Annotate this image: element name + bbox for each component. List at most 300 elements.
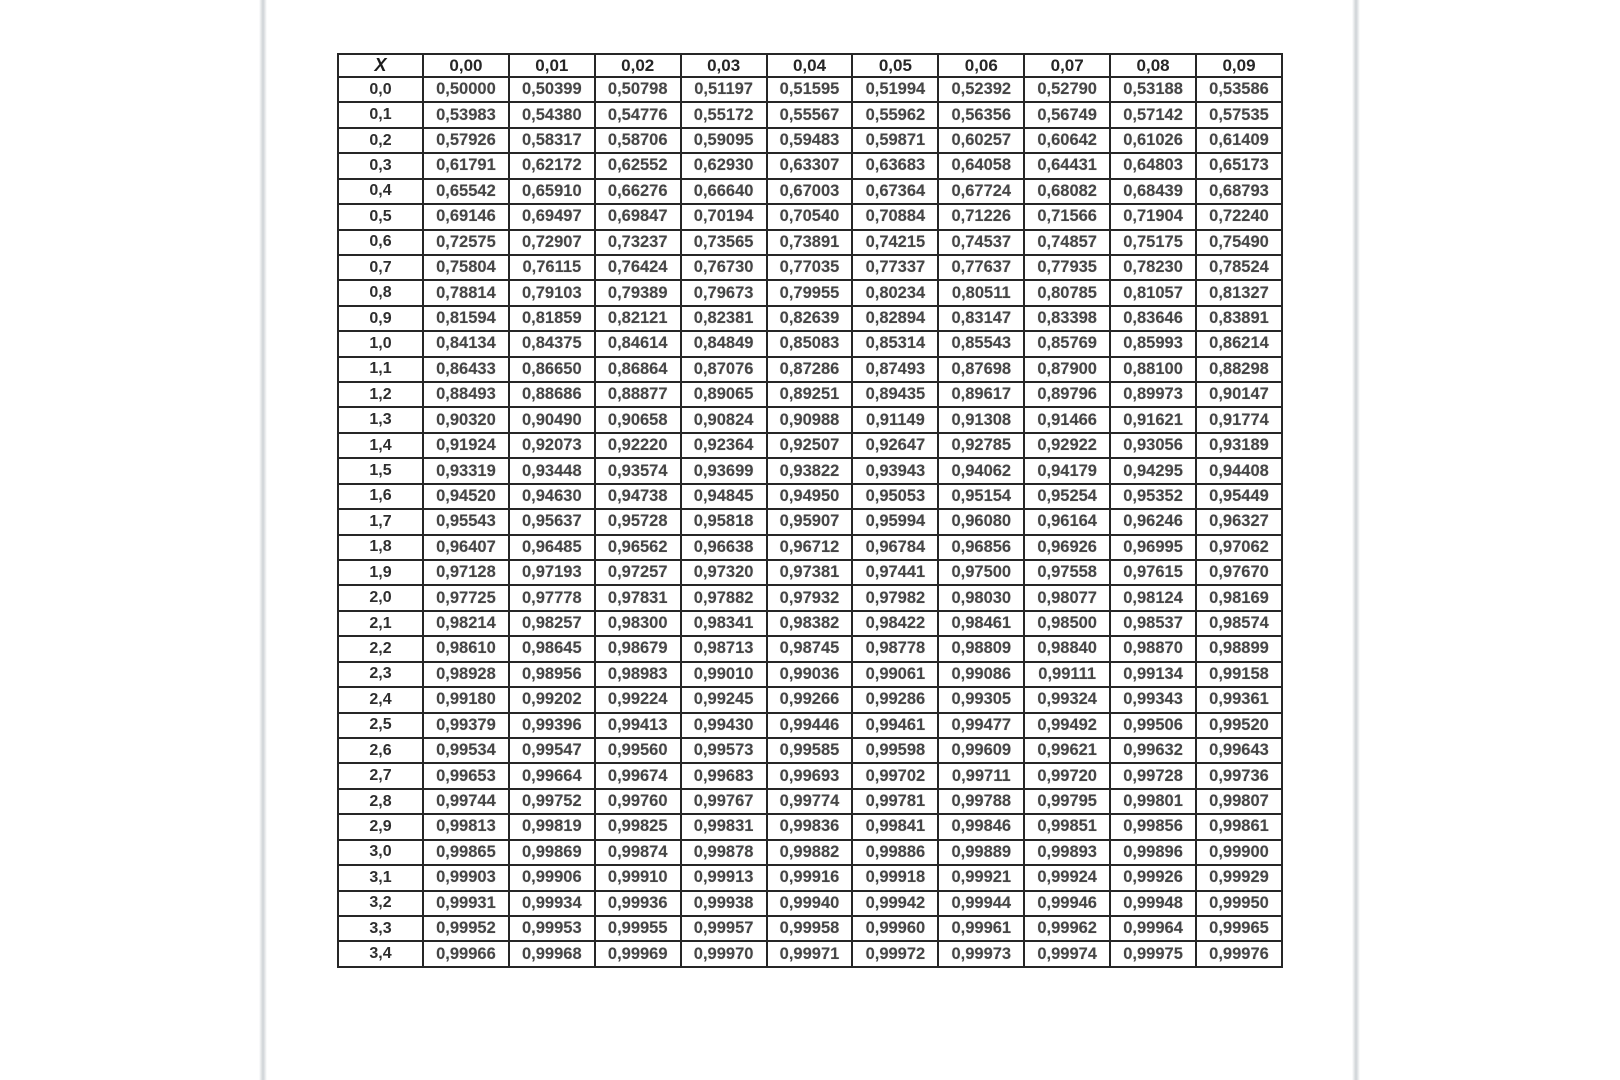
value-cell: 0,99918 [852, 865, 938, 890]
table-row [338, 916, 1282, 941]
value-cell: 0,89435 [852, 382, 938, 407]
value-cell: 0,99952 [423, 916, 509, 941]
value-cell: 0,95053 [852, 484, 938, 509]
value-cell: 0,98956 [509, 662, 595, 687]
header-row [338, 54, 1282, 77]
value-cell: 0,79389 [595, 280, 681, 305]
value-cell: 0,99906 [509, 865, 595, 890]
value-cell: 0,99924 [1024, 865, 1110, 890]
value-cell: 0,53188 [1110, 77, 1196, 102]
value-cell: 0,59483 [767, 128, 853, 153]
value-cell: 0,87286 [767, 357, 853, 382]
value-cell: 0,99893 [1024, 840, 1110, 865]
value-cell: 0,99958 [767, 916, 853, 941]
value-cell: 0,99286 [852, 687, 938, 712]
table-row [338, 357, 1282, 382]
value-cell: 0,99664 [509, 763, 595, 788]
value-cell: 0,59095 [681, 128, 767, 153]
value-cell: 0,97615 [1110, 560, 1196, 585]
value-cell: 0,99752 [509, 789, 595, 814]
row-header-2-7: 2,7 [338, 763, 423, 788]
value-cell: 0,92647 [852, 433, 938, 458]
value-cell: 0,99946 [1024, 891, 1110, 916]
row-header-1-6: 1,6 [338, 484, 423, 509]
value-cell: 0,87900 [1024, 357, 1110, 382]
value-cell: 0,99643 [1196, 738, 1282, 763]
value-cell: 0,89973 [1110, 382, 1196, 407]
value-cell: 0,50798 [595, 77, 681, 102]
row-header-1-8: 1,8 [338, 535, 423, 560]
value-cell: 0,81057 [1110, 280, 1196, 305]
value-cell: 0,71566 [1024, 204, 1110, 229]
value-cell: 0,99788 [938, 789, 1024, 814]
value-cell: 0,81859 [509, 306, 595, 331]
value-cell: 0,99878 [681, 840, 767, 865]
value-cell: 0,99825 [595, 814, 681, 839]
value-cell: 0,57535 [1196, 102, 1282, 127]
value-cell: 0,97128 [423, 560, 509, 585]
value-cell: 0,96712 [767, 535, 853, 560]
row-header-0-5: 0,5 [338, 204, 423, 229]
value-cell: 0,99819 [509, 814, 595, 839]
value-cell: 0,67364 [852, 179, 938, 204]
value-cell: 0,99910 [595, 865, 681, 890]
table-row [338, 179, 1282, 204]
value-cell: 0,99702 [852, 763, 938, 788]
value-cell: 0,92507 [767, 433, 853, 458]
table-row [338, 713, 1282, 738]
value-cell: 0,57926 [423, 128, 509, 153]
value-cell: 0,95728 [595, 509, 681, 534]
value-cell: 0,51197 [681, 77, 767, 102]
table-row [338, 458, 1282, 483]
value-cell: 0,67003 [767, 179, 853, 204]
value-cell: 0,84375 [509, 331, 595, 356]
value-cell: 0,72575 [423, 230, 509, 255]
value-cell: 0,99953 [509, 916, 595, 941]
value-cell: 0,92073 [509, 433, 595, 458]
value-cell: 0,98257 [509, 611, 595, 636]
value-cell: 0,99795 [1024, 789, 1110, 814]
value-cell: 0,82121 [595, 306, 681, 331]
value-cell: 0,91924 [423, 433, 509, 458]
value-cell: 0,99903 [423, 865, 509, 890]
page-edge-shadow-right [1352, 0, 1360, 1080]
table-row [338, 941, 1282, 967]
value-cell: 0,93189 [1196, 433, 1282, 458]
value-cell: 0,98899 [1196, 636, 1282, 661]
value-cell: 0,66640 [681, 179, 767, 204]
row-header-0-2: 0,2 [338, 128, 423, 153]
value-cell: 0,78814 [423, 280, 509, 305]
value-cell: 0,60257 [938, 128, 1024, 153]
value-cell: 0,99598 [852, 738, 938, 763]
value-cell: 0,76424 [595, 255, 681, 280]
value-cell: 0,99942 [852, 891, 938, 916]
value-cell: 0,74537 [938, 230, 1024, 255]
value-cell: 0,99964 [1110, 916, 1196, 941]
value-cell: 0,99609 [938, 738, 1024, 763]
value-cell: 0,98610 [423, 636, 509, 661]
value-cell: 0,99711 [938, 763, 1024, 788]
value-cell: 0,72907 [509, 230, 595, 255]
value-cell: 0,88877 [595, 382, 681, 407]
table-row [338, 560, 1282, 585]
value-cell: 0,77035 [767, 255, 853, 280]
table-row [338, 763, 1282, 788]
value-cell: 0,99934 [509, 891, 595, 916]
value-cell: 0,58706 [595, 128, 681, 153]
table-row [338, 255, 1282, 280]
value-cell: 0,50399 [509, 77, 595, 102]
value-cell: 0,98679 [595, 636, 681, 661]
value-cell: 0,99965 [1196, 916, 1282, 941]
value-cell: 0,99736 [1196, 763, 1282, 788]
value-cell: 0,55962 [852, 102, 938, 127]
value-cell: 0,93056 [1110, 433, 1196, 458]
value-cell: 0,87698 [938, 357, 1024, 382]
value-cell: 0,64803 [1110, 153, 1196, 178]
value-cell: 0,52392 [938, 77, 1024, 102]
value-cell: 0,99305 [938, 687, 1024, 712]
value-cell: 0,97320 [681, 560, 767, 585]
value-cell: 0,77935 [1024, 255, 1110, 280]
value-cell: 0,97932 [767, 585, 853, 610]
col-header-0-09: 0,09 [1196, 54, 1282, 77]
value-cell: 0,98870 [1110, 636, 1196, 661]
value-cell: 0,92785 [938, 433, 1024, 458]
value-cell: 0,99869 [509, 840, 595, 865]
value-cell: 0,80234 [852, 280, 938, 305]
value-cell: 0,81327 [1196, 280, 1282, 305]
table-row [338, 128, 1282, 153]
value-cell: 0,99245 [681, 687, 767, 712]
value-cell: 0,71904 [1110, 204, 1196, 229]
value-cell: 0,83891 [1196, 306, 1282, 331]
value-cell: 0,96246 [1110, 509, 1196, 534]
value-cell: 0,99430 [681, 713, 767, 738]
value-cell: 0,99547 [509, 738, 595, 763]
value-cell: 0,78230 [1110, 255, 1196, 280]
value-cell: 0,86864 [595, 357, 681, 382]
value-cell: 0,97441 [852, 560, 938, 585]
row-header-1-4: 1,4 [338, 433, 423, 458]
value-cell: 0,99224 [595, 687, 681, 712]
value-cell: 0,74215 [852, 230, 938, 255]
value-cell: 0,99158 [1196, 662, 1282, 687]
table-row [338, 662, 1282, 687]
col-header-0-06: 0,06 [938, 54, 1024, 77]
value-cell: 0,99938 [681, 891, 767, 916]
value-cell: 0,97062 [1196, 535, 1282, 560]
value-cell: 0,99831 [681, 814, 767, 839]
value-cell: 0,84134 [423, 331, 509, 356]
row-header-2-1: 2,1 [338, 611, 423, 636]
value-cell: 0,99720 [1024, 763, 1110, 788]
value-cell: 0,64431 [1024, 153, 1110, 178]
row-header-2-3: 2,3 [338, 662, 423, 687]
value-cell: 0,93699 [681, 458, 767, 483]
value-cell: 0,99955 [595, 916, 681, 941]
value-cell: 0,69847 [595, 204, 681, 229]
value-cell: 0,99861 [1196, 814, 1282, 839]
value-cell: 0,99061 [852, 662, 938, 687]
value-cell: 0,99774 [767, 789, 853, 814]
value-cell: 0,94950 [767, 484, 853, 509]
row-header-1-3: 1,3 [338, 407, 423, 432]
value-cell: 0,94738 [595, 484, 681, 509]
value-cell: 0,70194 [681, 204, 767, 229]
col-header-0-05: 0,05 [852, 54, 938, 77]
value-cell: 0,99343 [1110, 687, 1196, 712]
value-cell: 0,98300 [595, 611, 681, 636]
value-cell: 0,65173 [1196, 153, 1282, 178]
value-cell: 0,98537 [1110, 611, 1196, 636]
row-header-2-4: 2,4 [338, 687, 423, 712]
value-cell: 0,95637 [509, 509, 595, 534]
row-header-1-2: 1,2 [338, 382, 423, 407]
value-cell: 0,85543 [938, 331, 1024, 356]
value-cell: 0,99134 [1110, 662, 1196, 687]
value-cell: 0,99974 [1024, 941, 1110, 967]
table-row [338, 891, 1282, 916]
value-cell: 0,98928 [423, 662, 509, 687]
value-cell: 0,99874 [595, 840, 681, 865]
row-header-1-5: 1,5 [338, 458, 423, 483]
value-cell: 0,99744 [423, 789, 509, 814]
value-cell: 0,96562 [595, 535, 681, 560]
row-header-1-7: 1,7 [338, 509, 423, 534]
row-header-3-4: 3,4 [338, 941, 423, 967]
value-cell: 0,85993 [1110, 331, 1196, 356]
table-row [338, 865, 1282, 890]
value-cell: 0,84614 [595, 331, 681, 356]
table-row [338, 738, 1282, 763]
value-cell: 0,96638 [681, 535, 767, 560]
value-cell: 0,99926 [1110, 865, 1196, 890]
table-row [338, 77, 1282, 102]
value-cell: 0,99413 [595, 713, 681, 738]
value-cell: 0,99807 [1196, 789, 1282, 814]
value-cell: 0,54380 [509, 102, 595, 127]
table-row [338, 611, 1282, 636]
value-cell: 0,55172 [681, 102, 767, 127]
value-cell: 0,90658 [595, 407, 681, 432]
value-cell: 0,91308 [938, 407, 1024, 432]
row-header-0-7: 0,7 [338, 255, 423, 280]
value-cell: 0,99266 [767, 687, 853, 712]
value-cell: 0,93319 [423, 458, 509, 483]
table-row [338, 280, 1282, 305]
value-cell: 0,99889 [938, 840, 1024, 865]
value-cell: 0,62172 [509, 153, 595, 178]
value-cell: 0,80511 [938, 280, 1024, 305]
value-cell: 0,93574 [595, 458, 681, 483]
value-cell: 0,62552 [595, 153, 681, 178]
value-cell: 0,99929 [1196, 865, 1282, 890]
table-row [338, 509, 1282, 534]
value-cell: 0,99973 [938, 941, 1024, 967]
value-cell: 0,99036 [767, 662, 853, 687]
value-cell: 0,79673 [681, 280, 767, 305]
table-row [338, 102, 1282, 127]
value-cell: 0,99621 [1024, 738, 1110, 763]
value-cell: 0,89065 [681, 382, 767, 407]
value-cell: 0,76115 [509, 255, 595, 280]
value-cell: 0,99760 [595, 789, 681, 814]
value-cell: 0,99520 [1196, 713, 1282, 738]
row-header-0-6: 0,6 [338, 230, 423, 255]
value-cell: 0,88493 [423, 382, 509, 407]
table-row [338, 585, 1282, 610]
value-cell: 0,85769 [1024, 331, 1110, 356]
value-cell: 0,97778 [509, 585, 595, 610]
col-header-0-02: 0,02 [595, 54, 681, 77]
value-cell: 0,80785 [1024, 280, 1110, 305]
value-cell: 0,99180 [423, 687, 509, 712]
value-cell: 0,91621 [1110, 407, 1196, 432]
value-cell: 0,99841 [852, 814, 938, 839]
value-cell: 0,69146 [423, 204, 509, 229]
value-cell: 0,99506 [1110, 713, 1196, 738]
row-header-0-1: 0,1 [338, 102, 423, 127]
row-header-0-0: 0,0 [338, 77, 423, 102]
value-cell: 0,98124 [1110, 585, 1196, 610]
value-cell: 0,99950 [1196, 891, 1282, 916]
value-cell: 0,73237 [595, 230, 681, 255]
value-cell: 0,73891 [767, 230, 853, 255]
value-cell: 0,50000 [423, 77, 509, 102]
value-cell: 0,98077 [1024, 585, 1110, 610]
value-cell: 0,89617 [938, 382, 1024, 407]
value-cell: 0,99865 [423, 840, 509, 865]
value-cell: 0,93448 [509, 458, 595, 483]
value-cell: 0,95449 [1196, 484, 1282, 509]
value-cell: 0,93822 [767, 458, 853, 483]
value-cell: 0,98341 [681, 611, 767, 636]
value-cell: 0,94408 [1196, 458, 1282, 483]
row-header-3-1: 3,1 [338, 865, 423, 890]
table-head [338, 54, 1282, 77]
value-cell: 0,67724 [938, 179, 1024, 204]
row-header-1-0: 1,0 [338, 331, 423, 356]
value-cell: 0,89251 [767, 382, 853, 407]
value-cell: 0,99968 [509, 941, 595, 967]
value-cell: 0,97193 [509, 560, 595, 585]
value-cell: 0,54776 [595, 102, 681, 127]
value-cell: 0,78524 [1196, 255, 1282, 280]
value-cell: 0,63683 [852, 153, 938, 178]
value-cell: 0,99111 [1024, 662, 1110, 687]
row-header-2-6: 2,6 [338, 738, 423, 763]
table-row [338, 535, 1282, 560]
value-cell: 0,94630 [509, 484, 595, 509]
value-cell: 0,90320 [423, 407, 509, 432]
row-header-1-9: 1,9 [338, 560, 423, 585]
value-cell: 0,99813 [423, 814, 509, 839]
value-cell: 0,99936 [595, 891, 681, 916]
value-cell: 0,90147 [1196, 382, 1282, 407]
value-cell: 0,56749 [1024, 102, 1110, 127]
value-cell: 0,98461 [938, 611, 1024, 636]
value-cell: 0,98214 [423, 611, 509, 636]
value-cell: 0,93943 [852, 458, 938, 483]
value-cell: 0,86433 [423, 357, 509, 382]
value-cell: 0,99846 [938, 814, 1024, 839]
value-cell: 0,77337 [852, 255, 938, 280]
value-cell: 0,98169 [1196, 585, 1282, 610]
value-cell: 0,83147 [938, 306, 1024, 331]
value-cell: 0,69497 [509, 204, 595, 229]
value-cell: 0,99972 [852, 941, 938, 967]
col-header-0-01: 0,01 [509, 54, 595, 77]
value-cell: 0,75804 [423, 255, 509, 280]
value-cell: 0,91466 [1024, 407, 1110, 432]
value-cell: 0,97500 [938, 560, 1024, 585]
value-cell: 0,99944 [938, 891, 1024, 916]
value-cell: 0,88298 [1196, 357, 1282, 382]
row-header-3-3: 3,3 [338, 916, 423, 941]
value-cell: 0,99931 [423, 891, 509, 916]
value-cell: 0,95818 [681, 509, 767, 534]
value-cell: 0,97558 [1024, 560, 1110, 585]
value-cell: 0,61409 [1196, 128, 1282, 153]
value-cell: 0,99940 [767, 891, 853, 916]
value-cell: 0,59871 [852, 128, 938, 153]
value-cell: 0,77637 [938, 255, 1024, 280]
value-cell: 0,99492 [1024, 713, 1110, 738]
value-cell: 0,82381 [681, 306, 767, 331]
value-cell: 0,99970 [681, 941, 767, 967]
table-row [338, 407, 1282, 432]
page-edge-shadow-left [259, 0, 267, 1080]
value-cell: 0,71226 [938, 204, 1024, 229]
value-cell: 0,99976 [1196, 941, 1282, 967]
value-cell: 0,94845 [681, 484, 767, 509]
value-cell: 0,89796 [1024, 382, 1110, 407]
value-cell: 0,88100 [1110, 357, 1196, 382]
value-cell: 0,58317 [509, 128, 595, 153]
col-header-0-08: 0,08 [1110, 54, 1196, 77]
value-cell: 0,99674 [595, 763, 681, 788]
value-cell: 0,94062 [938, 458, 1024, 483]
value-cell: 0,99781 [852, 789, 938, 814]
value-cell: 0,99886 [852, 840, 938, 865]
value-cell: 0,96164 [1024, 509, 1110, 534]
value-cell: 0,53586 [1196, 77, 1282, 102]
value-cell: 0,99573 [681, 738, 767, 763]
value-cell: 0,73565 [681, 230, 767, 255]
value-cell: 0,94520 [423, 484, 509, 509]
value-cell: 0,95154 [938, 484, 1024, 509]
value-cell: 0,82639 [767, 306, 853, 331]
value-cell: 0,62930 [681, 153, 767, 178]
value-cell: 0,99801 [1110, 789, 1196, 814]
col-header-0-00: 0,00 [423, 54, 509, 77]
value-cell: 0,99653 [423, 763, 509, 788]
value-cell: 0,60642 [1024, 128, 1110, 153]
value-cell: 0,55567 [767, 102, 853, 127]
value-cell: 0,53983 [423, 102, 509, 127]
value-cell: 0,82894 [852, 306, 938, 331]
value-cell: 0,75175 [1110, 230, 1196, 255]
row-header-3-0: 3,0 [338, 840, 423, 865]
value-cell: 0,95994 [852, 509, 938, 534]
value-cell: 0,57142 [1110, 102, 1196, 127]
table-row [338, 687, 1282, 712]
value-cell: 0,83646 [1110, 306, 1196, 331]
value-cell: 0,83398 [1024, 306, 1110, 331]
